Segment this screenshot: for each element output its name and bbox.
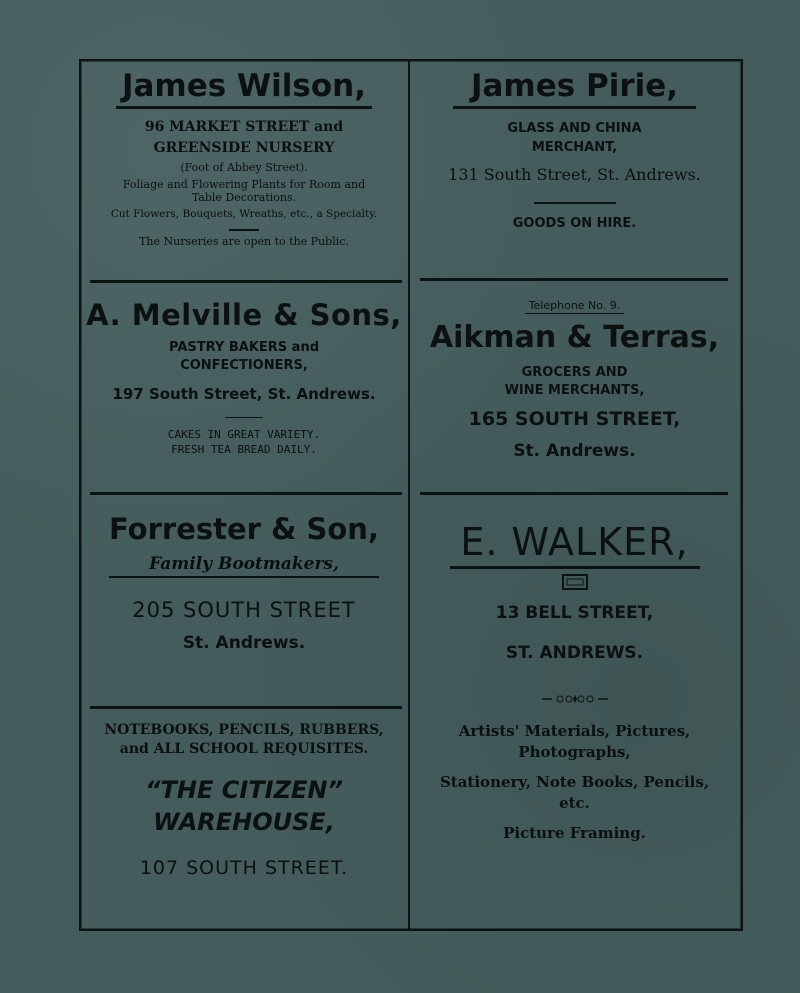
divider-left-2	[90, 492, 402, 495]
pirie-line4: GOODS ON HIRE.	[512, 216, 637, 232]
forrester-line3: St. Andrews.	[182, 633, 306, 654]
wilson-line4: Foliage and Flowering Plants for Room and	[122, 177, 366, 191]
pirie-small-rule	[534, 202, 616, 204]
pirie-line3: 131 South Street, St. Andrews.	[448, 165, 701, 185]
forrester-line1: Family Bootmakers,	[109, 554, 379, 578]
walker-line3: Artists' Materials, Pictures,	[458, 721, 691, 740]
walker-line1: 13 BELL STREET,	[495, 603, 654, 623]
aikman-line4: St. Andrews.	[513, 440, 636, 461]
citizen-line2: and ALL SCHOOL REQUISITES.	[119, 740, 369, 757]
center-divider	[408, 59, 410, 929]
melville-line2: CONFECTIONERS,	[180, 357, 308, 373]
melville-small-rule	[225, 417, 263, 418]
forrester-line2: 205 SOUTH STREET	[132, 598, 356, 622]
walker-name: E. WALKER,	[460, 520, 689, 564]
ad-forrester	[81, 512, 407, 654]
melville-line4: CAKES IN GREAT VARIETY.	[167, 428, 321, 442]
walker-line5: Stationery, Note Books, Pencils,	[439, 772, 710, 791]
wilson-line1: 96 MARKET STREET and	[144, 119, 344, 135]
wilson-name: James Wilson,	[116, 68, 372, 109]
walker-line6: etc.	[559, 793, 590, 812]
walker-ornament-icon	[560, 573, 590, 591]
wilson-line7: The Nurseries are open to the Public.	[139, 234, 349, 248]
aikman-telephone: Telephone No. 9.	[525, 299, 625, 314]
citizen-line3: “THE CITIZEN”	[145, 775, 343, 804]
wilson-line5: Table Decorations.	[191, 190, 297, 204]
walker-line7: Picture Framing.	[503, 823, 646, 842]
pirie-line2: MERCHANT,	[531, 139, 618, 155]
ad-james-wilson	[81, 68, 407, 248]
ad-aikman-terras	[411, 294, 738, 461]
divider-right-2	[420, 492, 728, 495]
citizen-line1: NOTEBOOKS, PENCILS, RUBBERS,	[104, 722, 384, 738]
ad-melville	[81, 298, 407, 457]
pirie-name: James Pirie,	[453, 68, 696, 109]
melville-line1: PASTRY BAKERS and	[168, 340, 320, 355]
melville-name: A. Melville & Sons,	[86, 298, 402, 332]
wilson-line6: Cut Flowers, Bouquets, Wreaths, etc., a Specialty.	[110, 208, 378, 221]
aikman-name: Aikman & Terras,	[429, 320, 720, 355]
pirie-line1: GLASS AND CHINA	[507, 121, 642, 136]
walker-flourish-icon	[540, 690, 610, 702]
divider-left-3	[90, 706, 402, 709]
walker-rule	[450, 566, 700, 569]
wilson-line3: (Foot of Abbey Street).	[180, 160, 308, 174]
ad-e-walker	[411, 520, 738, 842]
aikman-line1: GROCERS AND	[521, 365, 628, 380]
aikman-line3: 165 SOUTH STREET,	[468, 408, 681, 431]
wilson-line2: GREENSIDE NURSERY	[153, 139, 335, 156]
citizen-line5: 107 SOUTH STREET.	[139, 857, 349, 880]
forrester-name: Forrester & Son,	[109, 512, 379, 546]
divider-right-1	[420, 278, 728, 281]
ad-james-pirie	[411, 68, 738, 232]
melville-line5: FRESH TEA BREAD DAILY.	[171, 443, 317, 457]
citizen-line4: WAREHOUSE,	[153, 808, 335, 837]
walker-line2: ST. ANDREWS.	[505, 643, 644, 664]
melville-line3: 197 South Street, St. Andrews.	[112, 385, 376, 404]
aikman-line2: WINE MERCHANTS,	[504, 382, 645, 398]
wilson-small-rule	[229, 229, 259, 231]
divider-left-1	[90, 280, 402, 283]
ad-citizen-warehouse	[81, 722, 407, 880]
walker-line4: Photographs,	[518, 742, 631, 761]
